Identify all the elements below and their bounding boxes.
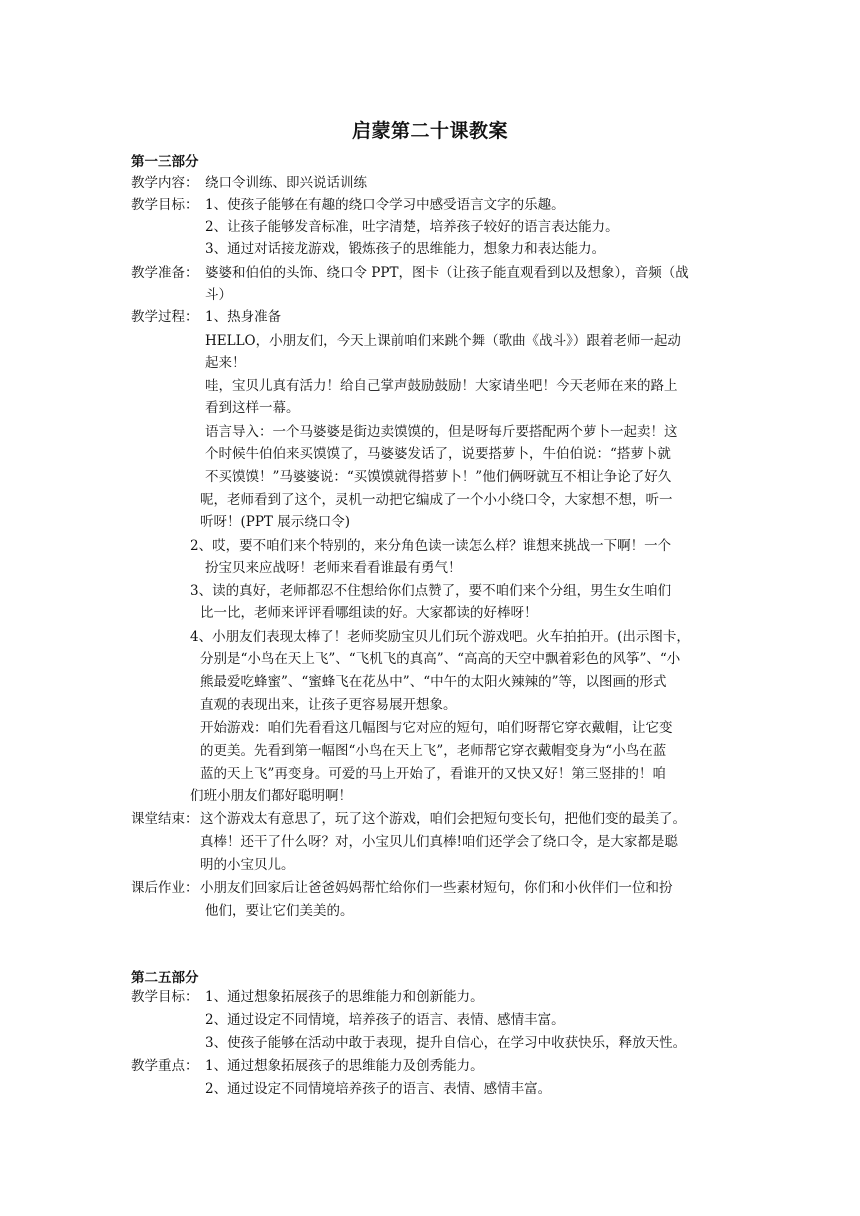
paragraph-line: HELLO，小朋友们，今天上课前咱们来跳个舞（歌曲《战斗》）跟着老师一起动 <box>205 333 681 349</box>
paragraph-line: 3、读的真好，老师都忍不住想给你们点赞了，要不咱们来个分组，男生女生咱们 <box>190 583 672 599</box>
prep-label: 教学准备： <box>131 265 199 281</box>
document-title: 启蒙第二十课教案 <box>351 120 508 142</box>
lesson-end-text: 这个游戏太有意思了，玩了这个游戏，咱们会把短句变长句，把他们变的最美了。 <box>200 811 686 827</box>
process-label: 教学过程： <box>131 309 199 325</box>
content-label: 教学内容： <box>131 175 199 191</box>
lesson-end-text: 明的小宝贝儿。 <box>200 857 295 873</box>
goal-item: 3、使孩子能够在活动中敢于表现，提升自信心，在学习中收获快乐，释放天性。 <box>205 1035 687 1051</box>
paragraph-line: 看到这样一幕。 <box>205 400 300 416</box>
section-heading-part2: 第二五部分 <box>131 970 199 986</box>
goals-label-part2: 教学目标： <box>131 989 199 1005</box>
paragraph-line: 起来！ <box>205 355 246 371</box>
goals-label: 教学目标： <box>131 197 199 213</box>
homework-label: 课后作业： <box>131 880 199 896</box>
paragraph-line: 熊最爱吃蜂蜜”、“蜜蜂飞在花丛中”、“中午的太阳火辣辣的”等，以图画的形式 <box>200 674 667 690</box>
homework-text: 他们，要让它们美美的。 <box>205 903 354 919</box>
section-heading-part1: 第一三部分 <box>131 154 199 170</box>
goal-item: 1、使孩子能够在有趣的绕口令学习中感受语言文字的乐趣。 <box>205 197 565 213</box>
focus-label: 教学重点： <box>131 1058 199 1074</box>
paragraph-line: 4、小朋友们表现太棒了！老师奖励宝贝儿们玩个游戏吧。火车拍拍开。(出示图卡， <box>190 629 690 645</box>
prep-text: 婆婆和伯伯的头饰、绕口令 PPT，图卡（让孩子能直观看到以及想象），音频（战 <box>205 265 689 281</box>
paragraph-line: 比一比，老师来评评看哪组读的好。大家都读的好棒呀！ <box>200 605 538 621</box>
paragraph-line: 听呀！(PPT 展示绕口令) <box>200 514 350 530</box>
goal-item: 3、通过对话接龙游戏，锻炼孩子的思维能力，想象力和表达能力。 <box>205 241 606 257</box>
homework-text: 小朋友们回家后让爸爸妈妈帮忙给你们一些素材短句，你们和小伙伴们一位和扮 <box>200 880 673 896</box>
paragraph-line: 呢，老师看到了这个，灵机一动把它编成了一个小小绕口令，大家想不想，听一 <box>200 492 673 508</box>
lesson-end-label: 课堂结束： <box>131 811 199 827</box>
paragraph-line: 开始游戏：咱们先看看这几幅图与它对应的短句，咱们呀帮它穿衣戴帽，让它变 <box>200 720 673 736</box>
focus-item: 1、通过想象拓展孩子的思维能力及创秀能力。 <box>205 1058 484 1074</box>
paragraph-line: 蓝的天上飞”再变身。可爱的马上开始了，看谁开的又快又好！第三竖排的！咱 <box>200 766 666 782</box>
paragraph-line: 扮宝贝来应战呀！老师来看看谁最有勇气！ <box>205 560 462 576</box>
paragraph-line: 不买馍馍！”马婆婆说：“买馍馍就得搭萝卜！”他们俩呀就互不相让争论了好久 <box>205 469 672 485</box>
prep-text-cont: 斗） <box>205 287 232 303</box>
paragraph-line: 直观的表现出来，让孩子更容易展开想象。 <box>200 697 457 713</box>
goal-item: 1、通过想象拓展孩子的思维能力和创新能力。 <box>205 989 484 1005</box>
paragraph-line: 语言导入：一个马婆婆是街边卖馍馍的，但是呀每斤要搭配两个萝卜一起卖！这 <box>205 424 678 440</box>
process-step: 1、热身准备 <box>205 309 282 325</box>
goal-item: 2、让孩子能够发音标准，吐字清楚，培养孩子较好的语言表达能力。 <box>205 219 619 235</box>
paragraph-line: 个时候牛伯伯来买馍馍了，马婆婆发话了，说要搭萝卜，牛伯伯说：“搭萝卜就 <box>205 446 671 462</box>
lesson-end-text: 真棒！还干了什么呀？对，小宝贝儿们真棒!咱们还学会了绕口令，是大家都是聪 <box>200 834 678 850</box>
paragraph-line: 2、哎，要不咱们来个特别的，来分角色读一读怎么样？谁想来挑战一下啊！一个 <box>190 538 672 554</box>
paragraph-line: 的更美。先看到第一幅图“小鸟在天上飞”，老师帮它穿衣戴帽变身为“小鸟在蓝 <box>200 743 667 759</box>
paragraph-line: 哇，宝贝儿真有活力！给自己掌声鼓励鼓励！大家请坐吧！今天老师在来的路上 <box>205 378 678 394</box>
content-text: 绕口令训练、即兴说话训练 <box>205 175 367 191</box>
focus-item: 2、通过设定不同情境培养孩子的语言、表情、感情丰富。 <box>205 1081 552 1097</box>
goal-item: 2、通过设定不同情境，培养孩子的语言、表情、感情丰富。 <box>205 1012 565 1028</box>
paragraph-line: 们班小朋友们都好聪明啊！ <box>190 788 352 804</box>
paragraph-line: 分别是“小鸟在天上飞”、“飞机飞的真高”、“高高的天空中飘着彩色的风筝”、“小 <box>200 651 681 667</box>
